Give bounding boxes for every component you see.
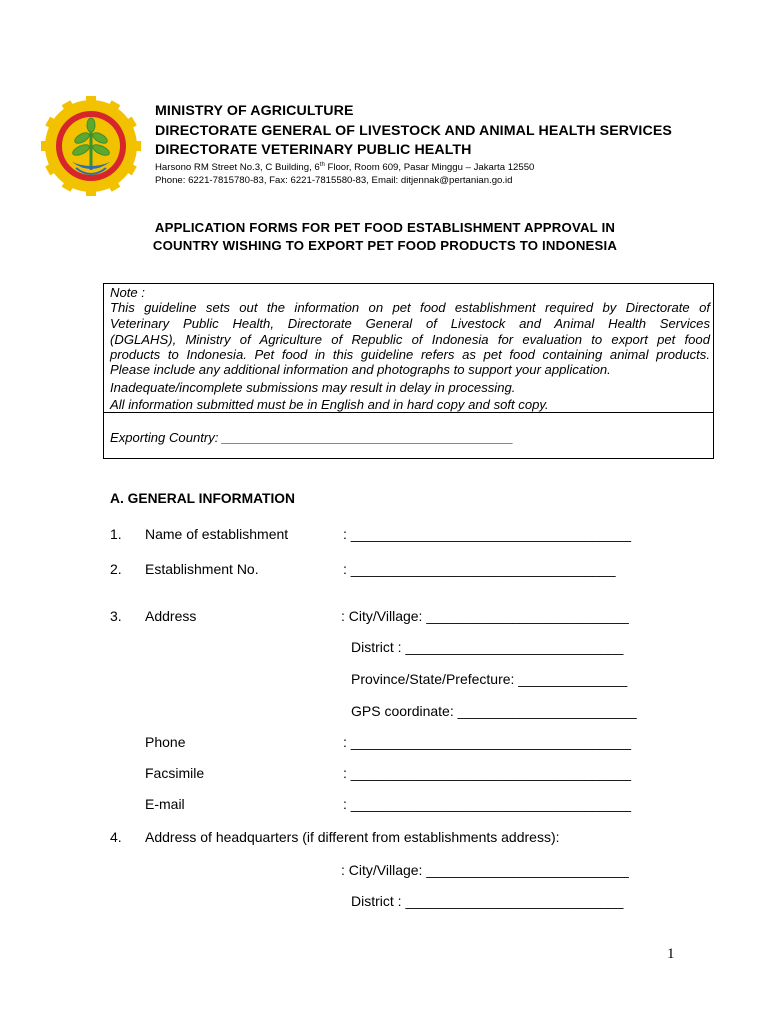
note-line: This guideline sets out the information on pet food establishment required by Directorate of [110,300,710,315]
note-line: Please include any additional information and photographs to support your application. [110,362,611,377]
note-line: Veterinary Public Health, Directorate General of Livestock and Animal Health Services [110,316,710,331]
exporting-country-field[interactable]: Exporting Country: ________________________________________ [110,430,514,445]
headquarters-address-label: Address of headquarters (if different from establishments address): [145,829,560,845]
item-number: 3. [110,608,122,624]
address-label: Address [145,608,197,624]
item-number: 1. [110,526,122,542]
item-number: 4. [110,829,122,845]
facsimile-label: Facsimile [145,765,205,781]
facsimile-field[interactable]: : ____________________________________ [343,765,632,781]
establishment-no-field[interactable]: : __________________________________ [343,561,616,577]
note-divider [103,412,714,413]
establishment-no-label: Establishment No. [145,561,259,577]
note-line: products to Indonesia. Pet food in this guideline refers as pet food containing animal products. [110,347,710,362]
form-title-line1: APPLICATION FORMS FOR PET FOOD ESTABLISHMENT APPROVAL IN [154,220,616,235]
header-address: Harsono RM Street No.3, C Building, 6th Floor, Room 609, Pasar Minggu – Jakarta 12550 [155,162,535,174]
email-label: E-mail [145,796,185,812]
phone-label: Phone [145,734,186,750]
note-line: (DGLAHS), Ministry of Agriculture of Republic of Indonesia for evaluation to export pet food [110,332,710,347]
header-directorate-vph: DIRECTORATE VETERINARY PUBLIC HEALTH [155,142,472,158]
phone-field[interactable]: : ____________________________________ [343,734,632,750]
note-line: All information submitted must be in English and in hard copy and soft copy. [110,397,549,412]
header-contact: Phone: 6221-7815780-83, Fax: 6221-7815580-83, Email: ditjennak@pertanian.go.id [155,175,513,186]
note-line: Inadequate/incomplete submissions may result in delay in processing. [110,380,516,395]
item-number: 2. [110,561,122,577]
district-field[interactable]: District : ____________________________ [351,639,624,655]
page-number: 1 [667,946,675,962]
form-title-line2: COUNTRY WISHING TO EXPORT PET FOOD PRODUCTS TO INDONESIA [152,238,618,253]
hq-district-field[interactable]: District : ____________________________ [351,893,624,909]
email-field[interactable]: : ____________________________________ [343,796,632,812]
city-village-field[interactable]: : City/Village: __________________________ [341,608,629,624]
ministry-logo [38,96,144,196]
establishment-name-field[interactable]: : ____________________________________ [343,526,632,542]
hq-city-village-field[interactable]: : City/Village: __________________________ [341,862,629,878]
section-a-heading: A. GENERAL INFORMATION [110,491,295,506]
province-field[interactable]: Province/State/Prefecture: ______________ [351,671,628,687]
header-directorate-general: DIRECTORATE GENERAL OF LIVESTOCK AND ANIMAL HEALTH SERVICES [155,123,672,139]
header-ministry: MINISTRY OF AGRICULTURE [155,103,354,119]
gps-coordinate-field[interactable]: GPS coordinate: _______________________ [351,703,637,719]
note-heading: Note : [110,285,145,300]
establishment-name-label: Name of establishment [145,526,289,542]
